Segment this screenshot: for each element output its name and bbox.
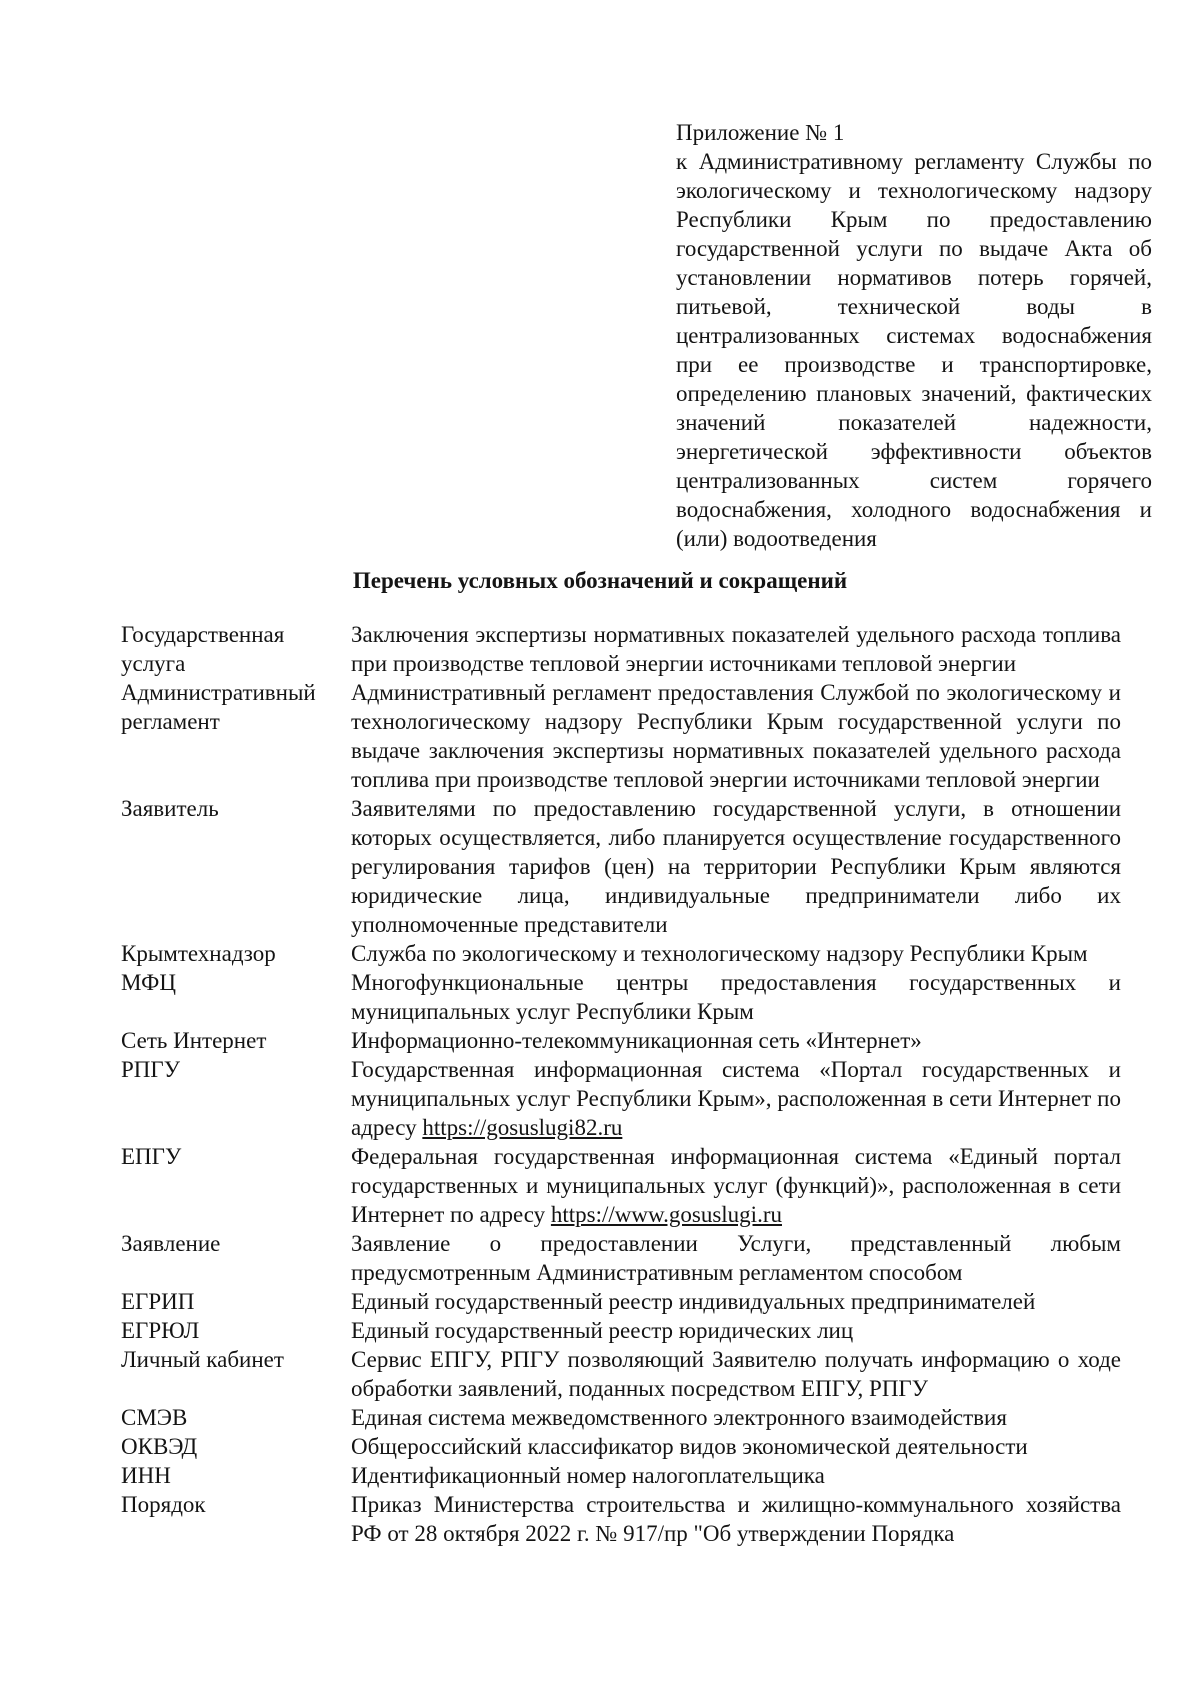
definition-text: Сервис ЕПГУ, РПГУ позволяющий Заявителю получать информацию о ходе обработки заявлений, поданных посредством ЕПГУ, РПГУ [351,1347,1121,1401]
definition-row [121,1432,1121,1461]
definition-text: Многофункциональные центры предоставления государственных и муниципальных услуг Республики Крым [351,970,1121,1024]
appendix-block [676,118,1152,553]
definition-term: ЕГРЮЛ [121,1318,200,1343]
definition-text: Административный регламент предоставления Службой по экологическому и технологическому надзору Республики Крым государственной услуги по выдаче заключения экспертизы нормативных показателей удельного расхода топлива при производстве тепловой энергии источниками тепловой энергии [351,680,1121,792]
definition-text-body: Федеральная государственная информационная система «Единый портал государственных и муниципальных услуг (функций)», расположенная в сети Интернет по адресу [351,1144,1121,1227]
definition-term: МФЦ [121,970,176,995]
definition-row [121,1316,1121,1345]
definition-term: Личный кабинет [121,1347,284,1372]
appendix-title: Приложение № 1 [676,120,845,145]
definition-row [121,620,1121,678]
definition-term: Заявление [121,1231,221,1256]
definition-term: РПГУ [121,1057,180,1082]
definition-row [121,678,1121,794]
definition-text: Информационно-телекоммуникационная сеть «Интернет» [351,1028,922,1053]
epgu-link[interactable]: https://www.gosuslugi.ru [550,1202,782,1227]
definition-row [121,794,1121,939]
definition-row [121,1287,1121,1316]
definition-text [351,1142,1121,1229]
definition-text-body: Государственная информационная система «Портал государственных и муниципальных услуг Республики Крым», расположенная в сети Интернет по адресу [351,1057,1121,1140]
definition-row [121,968,1121,1026]
definition-text: Заключения экспертизы нормативных показателей удельного расхода топлива при производстве тепловой энергии источниками тепловой энергии [351,622,1121,676]
definition-term: Крымтехнадзор [121,941,276,966]
definition-row [121,1055,1121,1142]
definition-row [121,1345,1121,1403]
definition-term: СМЭВ [121,1405,188,1430]
definition-row [121,1403,1121,1432]
definition-term: ЕГРИП [121,1289,195,1314]
appendix-text: к Административному регламенту Службы по экологическому и технологическому надзору Республики Крым по предоставлению государственной услуги по выдаче Акта об установлении нормативов потерь горячей, питьевой, технической воды в централизованных системах водоснабжения при ее производстве и транспортировке, определению плановых значений, фактических значений показателей надежности, энергетической эффективности объектов централизованных систем горячего водоснабжения, холодного водоснабжения и (или) водоотведения [676,149,1152,551]
definition-term: ИНН [121,1463,171,1488]
definition-text: Заявление о предоставлении Услуги, представленный любым предусмотренным Административным регламентом способом [351,1231,1121,1285]
definition-row [121,1142,1121,1229]
definition-term: ЕПГУ [121,1144,182,1169]
definition-text: Единая система межведомственного электронного взаимодействия [351,1405,1007,1430]
definition-text: Идентификационный номер налогоплательщика [351,1463,825,1488]
definition-term: Сеть Интернет [121,1028,267,1053]
definition-term: Государственная услуга [121,622,285,676]
definition-text: Заявителями по предоставлению государственной услуги, в отношении которых осуществляется, либо планируется осуществление государственного регулирования тарифов (цен) на территории Республики Крым являются юридические лица, индивидуальные предприниматели либо их уполномоченные представители [351,796,1121,937]
rpgu-link[interactable]: https://gosuslugi82.ru [422,1115,623,1140]
definitions-list [121,620,1121,1548]
definition-text: Общероссийский классификатор видов экономической деятельности [351,1434,1028,1459]
definition-text: Приказ Министерства строительства и жилищно-коммунального хозяйства РФ от 28 октября 2022 г. № 917/пр "Об утверждении Порядка [351,1492,1121,1546]
definition-text: Единый государственный реестр индивидуальных предпринимателей [351,1289,1036,1314]
definition-row [121,1229,1121,1287]
definition-row [121,939,1121,968]
definition-row [121,1490,1121,1548]
definition-row [121,1461,1121,1490]
definition-text: Единый государственный реестр юридических лиц [351,1318,854,1343]
definition-row [121,1026,1121,1055]
definition-term: ОКВЭД [121,1434,198,1459]
definition-term: Заявитель [121,796,219,821]
definition-text [351,1055,1121,1142]
definition-term: Порядок [121,1492,206,1517]
definition-term: Административный регламент [121,680,316,734]
page-title: Перечень условных обозначений и сокращений [352,568,848,593]
definition-text: Служба по экологическому и технологическому надзору Республики Крым [351,941,1088,966]
